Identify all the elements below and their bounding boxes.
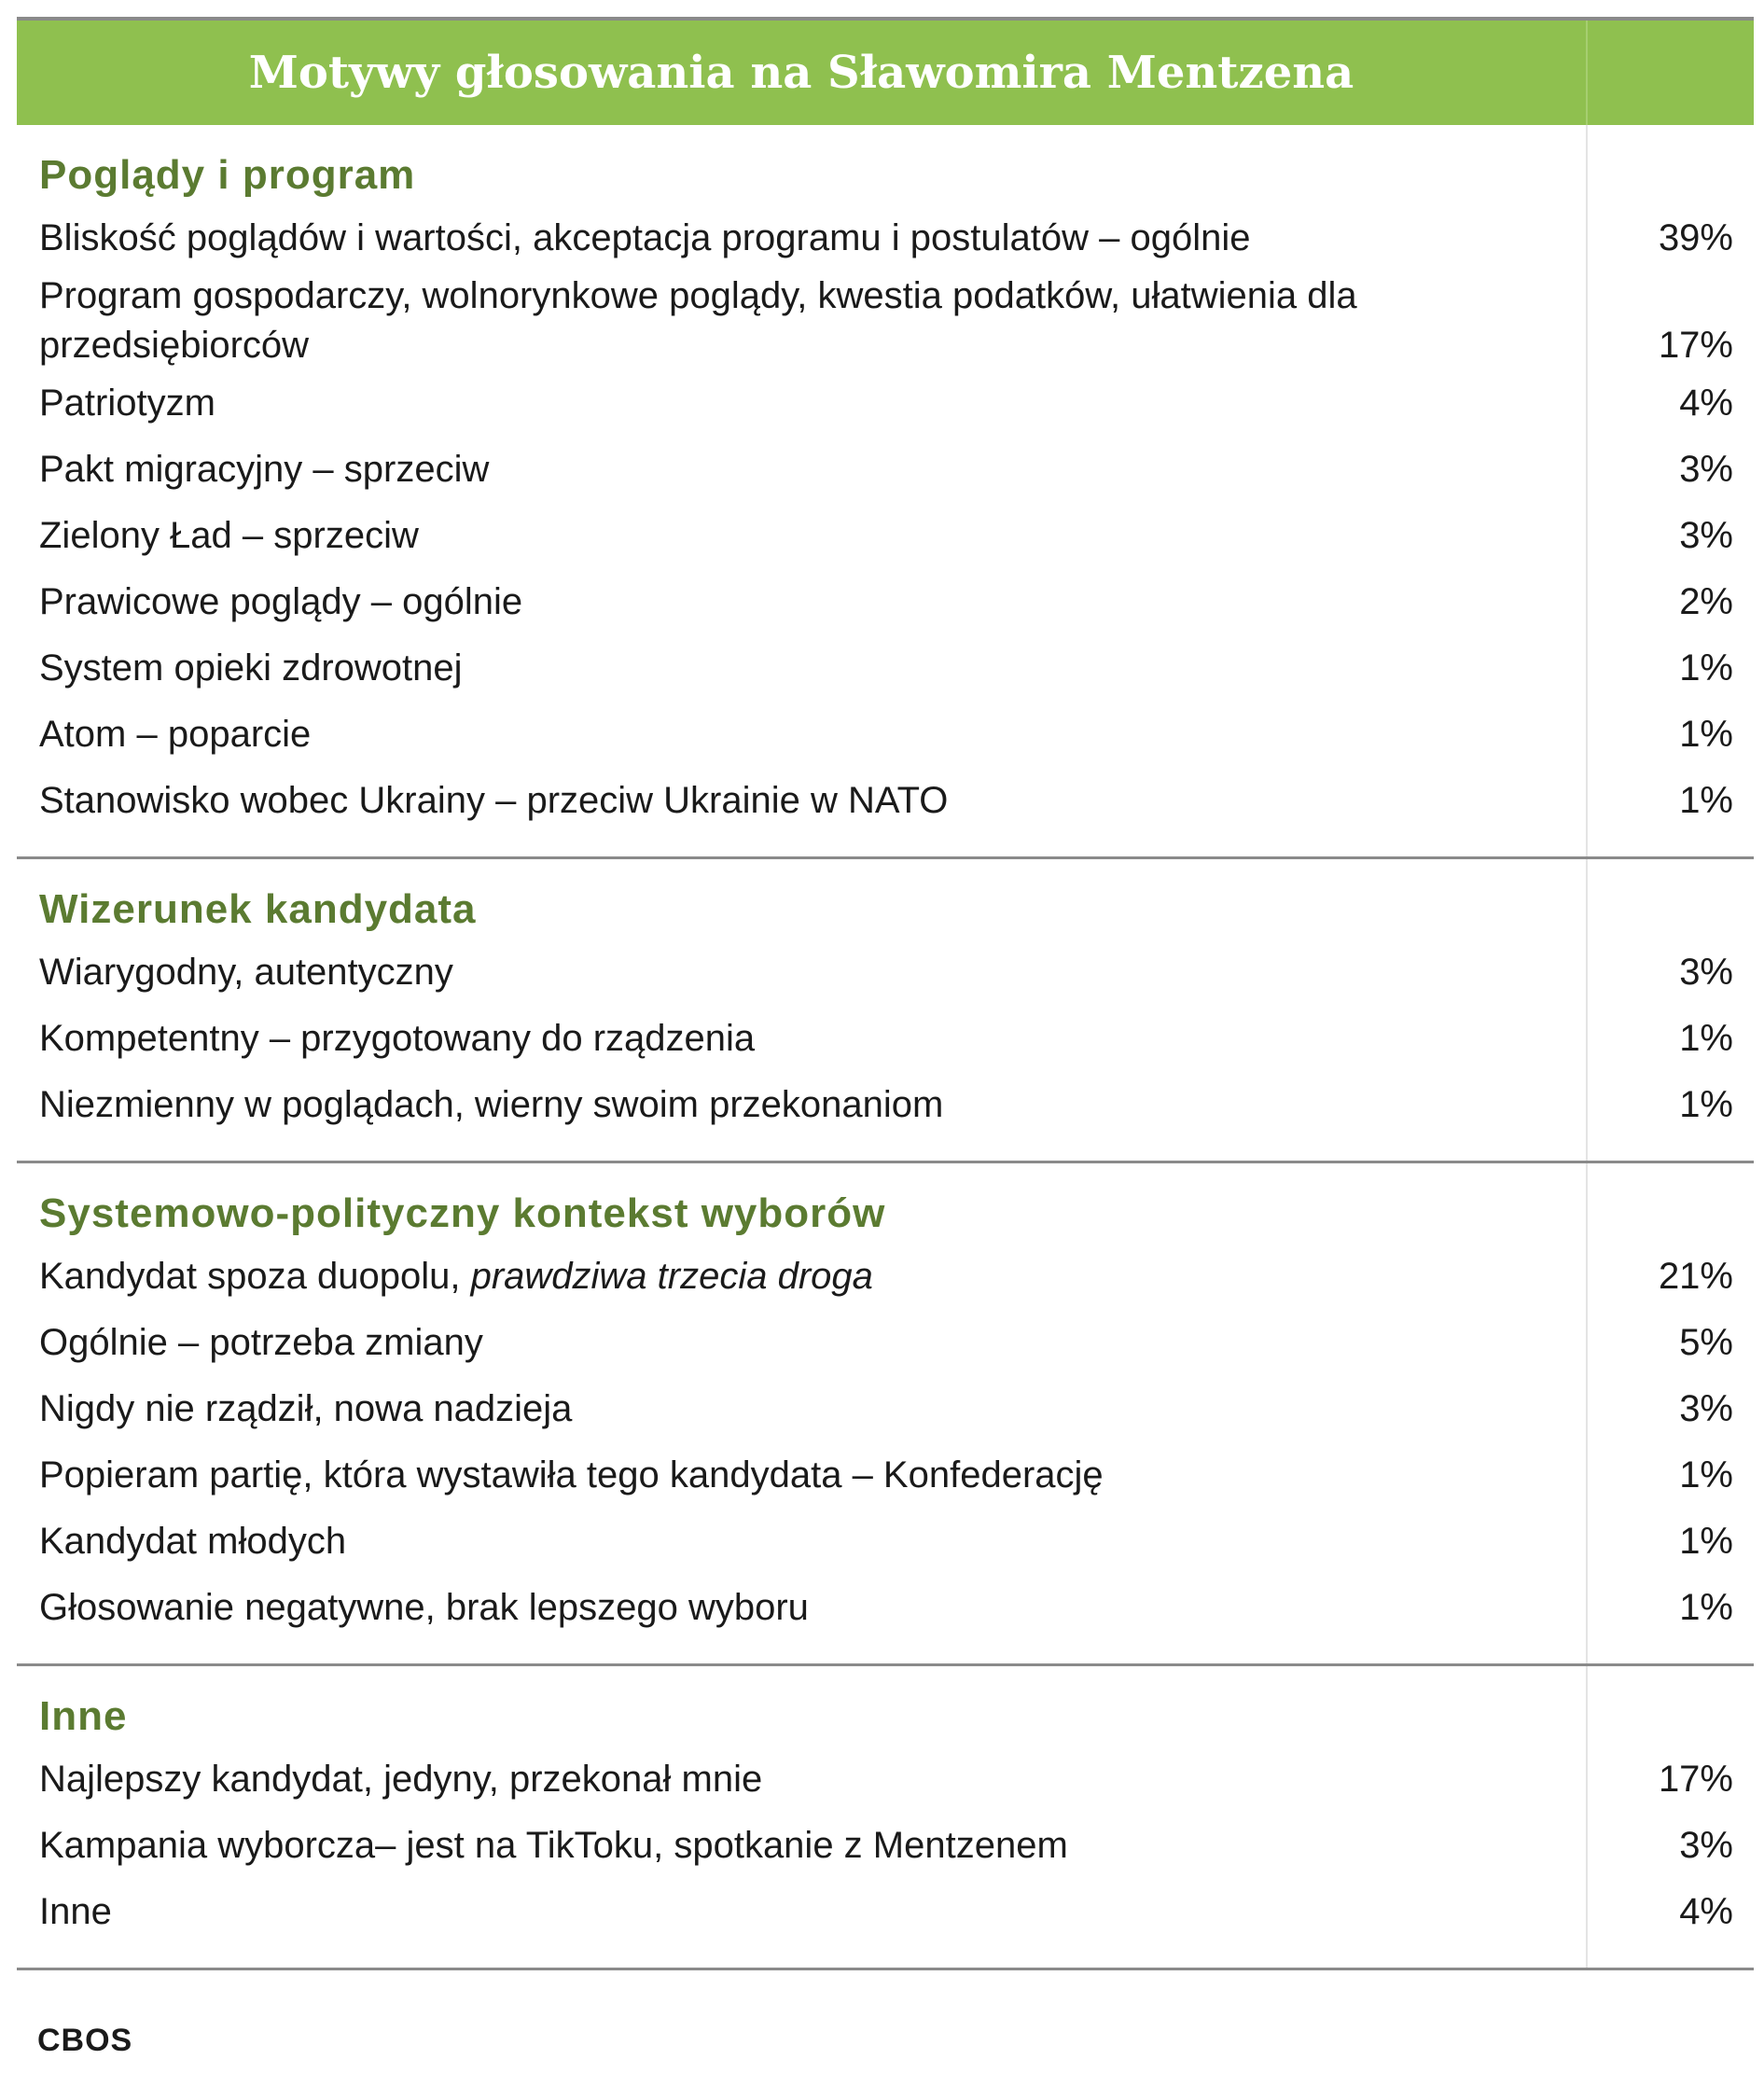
row-value: 1% — [1679, 780, 1733, 821]
row-value: 1% — [1679, 1454, 1733, 1496]
row-label: Atom – poparcie — [39, 714, 312, 755]
table-row — [17, 437, 1754, 503]
section-title: Wizerunek kandydata — [39, 886, 477, 932]
row-label: Kandydat młodych — [39, 1521, 347, 1562]
row-value: 1% — [1679, 1521, 1733, 1562]
table-row — [17, 569, 1754, 635]
table-row — [17, 635, 1754, 702]
row-label: Wiarygodny, autentyczny — [39, 952, 453, 993]
row-label: Stanowisko wobec Ukrainy – przeciw Ukrainie w NATO — [39, 780, 949, 821]
table-row — [17, 370, 1754, 437]
table-row — [17, 939, 1754, 1006]
row-value: 17% — [1658, 1759, 1733, 1800]
row-value: 3% — [1679, 1825, 1733, 1866]
row-value: 39% — [1658, 217, 1733, 258]
section-inne — [17, 1666, 1754, 1970]
row-label: Prawicowe poglądy – ogólnie — [39, 581, 523, 622]
table-row — [17, 1575, 1754, 1641]
section-title: Systemowo-polityczny kontekst wyborów — [39, 1190, 886, 1236]
row-value: 2% — [1679, 581, 1733, 622]
table-row — [17, 503, 1754, 569]
row-label: Popieram partię, która wystawiła tego kandydata – Konfederację — [39, 1454, 1104, 1496]
row-label: Niezmienny w poglądach, wierny swoim przekonaniom — [39, 1084, 944, 1125]
row-label: Program gospodarczy, wolnorynkowe poglądy, kwestia podatków, ułatwienia dla przedsiębiorców — [39, 275, 1357, 366]
row-value: 1% — [1679, 1587, 1733, 1628]
table-row — [17, 1006, 1754, 1072]
table-row — [17, 1310, 1754, 1376]
section-wizerunek-kandydata — [17, 859, 1754, 1163]
row-value: 4% — [1679, 1891, 1733, 1932]
row-value: 1% — [1679, 1084, 1733, 1125]
row-value: 1% — [1679, 647, 1733, 689]
table-row — [17, 271, 1754, 370]
row-label — [39, 1244, 1532, 1310]
row-value: 1% — [1679, 714, 1733, 755]
table-row — [17, 1746, 1754, 1813]
table-row — [17, 205, 1754, 271]
table-row — [17, 768, 1754, 834]
row-label: Patriotyzm — [39, 383, 215, 424]
row-label: Ogólnie – potrzeba zmiany — [39, 1322, 483, 1363]
row-label: Głosowanie negatywne, brak lepszego wyboru — [39, 1587, 809, 1628]
table-row — [17, 1244, 1754, 1310]
row-label: Najlepszy kandydat, jedyny, przekonał mnie — [39, 1759, 763, 1800]
row-value: 3% — [1679, 449, 1733, 490]
table-row — [17, 1072, 1754, 1138]
row-value: 4% — [1679, 383, 1733, 424]
section-poglady-i-program — [17, 125, 1754, 859]
row-label: Kompetentny – przygotowany do rządzenia — [39, 1018, 756, 1059]
table-row — [17, 702, 1754, 768]
table-row — [17, 1442, 1754, 1509]
source-label: CBOS — [37, 2023, 133, 2058]
table-header — [17, 21, 1754, 125]
motives-table — [17, 17, 1754, 1970]
section-title: Poglądy i program — [39, 152, 416, 198]
row-label-italic: prawdziwa trzecia droga — [470, 1256, 873, 1297]
table-title: Motywy głosowania na Sławomira Mentzena — [248, 47, 1354, 99]
row-label: Zielony Ład – sprzeciw — [39, 515, 419, 556]
section-title: Inne — [39, 1693, 128, 1739]
row-label: Nigdy nie rządził, nowa nadzieja — [39, 1388, 573, 1429]
row-label: Inne — [39, 1891, 112, 1932]
row-value: 21% — [1658, 1256, 1733, 1297]
table-row — [17, 1376, 1754, 1442]
table-row — [17, 1813, 1754, 1879]
row-label: Bliskość poglądów i wartości, akceptacja programu i postulatów – ogólnie — [39, 217, 1251, 258]
table-row — [17, 1509, 1754, 1575]
row-value: 3% — [1679, 952, 1733, 993]
table-row — [17, 1879, 1754, 1945]
row-label: Pakt migracyjny – sprzeciw — [39, 449, 490, 490]
row-value: 1% — [1679, 1018, 1733, 1059]
row-label: Kampania wyborcza– jest na TikToku, spotkanie z Mentzenem — [39, 1825, 1068, 1866]
header-divider — [1586, 21, 1588, 125]
row-value: 3% — [1679, 1388, 1733, 1429]
section-kontekst-wyborow — [17, 1163, 1754, 1666]
row-value: 5% — [1679, 1322, 1733, 1363]
row-label-plain: Kandydat spoza duopolu, — [39, 1256, 471, 1297]
row-label: System opieki zdrowotnej — [39, 647, 463, 689]
row-value: 17% — [1658, 325, 1733, 366]
row-value: 3% — [1679, 515, 1733, 556]
